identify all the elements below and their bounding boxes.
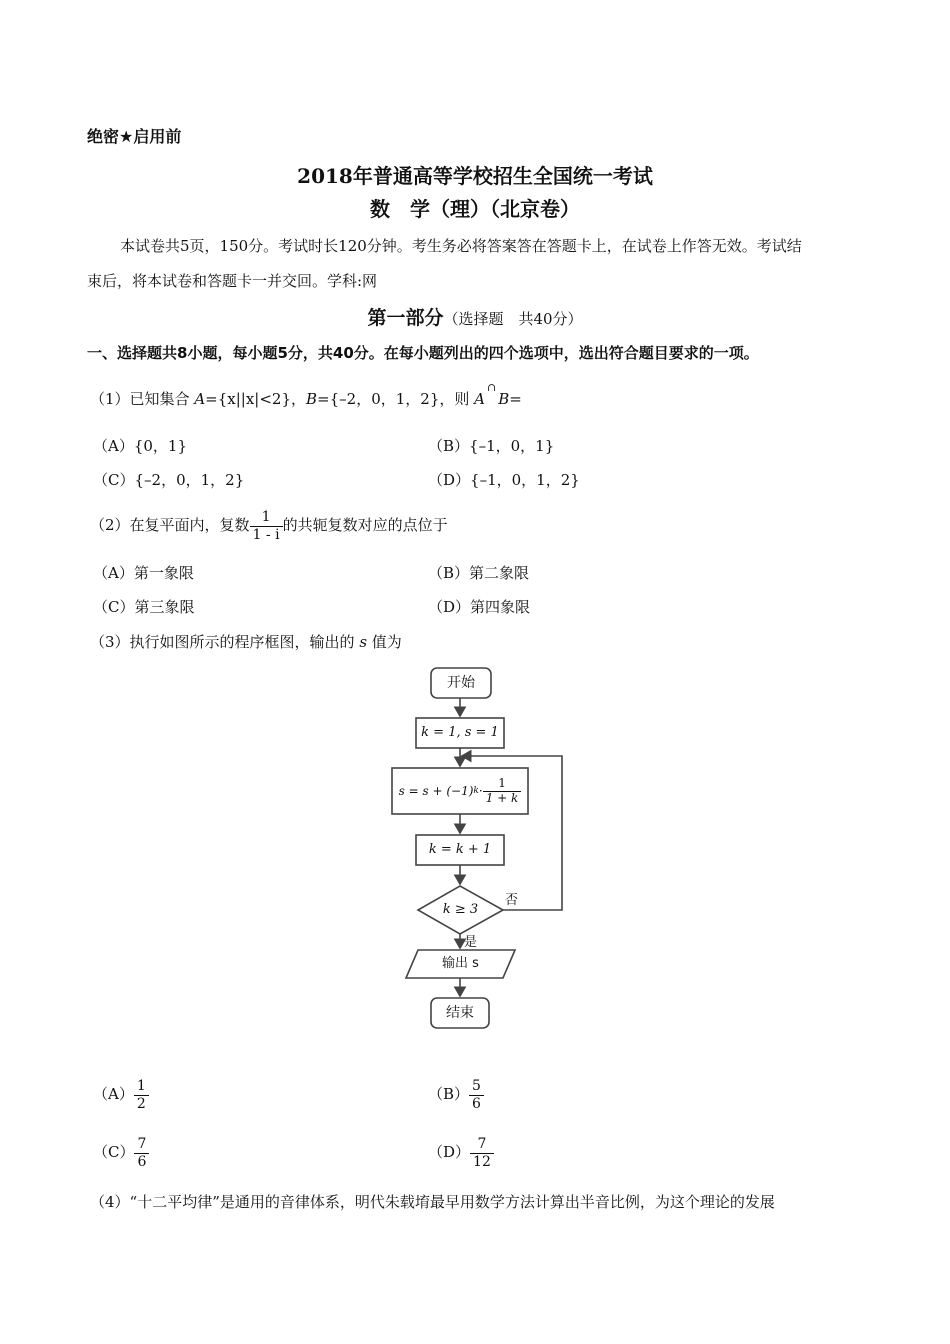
flow-update-frac — [483, 777, 522, 806]
q2-frac-num: 1 — [250, 509, 283, 526]
intro-line-2: 束后，将本试卷和答题卡一并交回。学科:网 — [87, 272, 378, 290]
q3-option-a-frac — [134, 1078, 149, 1111]
q1-lead: （1）已知集合 — [90, 390, 195, 408]
end-box — [431, 998, 489, 1028]
q4-stem: （4）“十二平均律”是通用的音律体系，明代朱载堉最早用数学方法计算出半音比例，为这个理论的发展 — [90, 1193, 775, 1211]
exam-title: 2018年普通高等学校招生全国统一考试 — [297, 164, 653, 188]
flow-update — [392, 768, 528, 814]
part1-note: （选择题 共40分） — [443, 310, 583, 328]
q2-stem — [90, 502, 448, 548]
init-box — [416, 718, 504, 748]
q3-stem — [90, 631, 402, 652]
q3-a-den: 2 — [136, 1095, 146, 1112]
q3-a-num: 1 — [134, 1078, 149, 1095]
q1-set-b-name: B — [306, 390, 318, 408]
q3-option-c-frac — [134, 1136, 149, 1169]
q3-var: s — [359, 633, 368, 651]
q3-option-c-label: （C） — [93, 1143, 135, 1161]
q3-option-a[interactable] — [93, 1072, 149, 1116]
q3-option-c[interactable] — [93, 1130, 149, 1174]
q2-tail: 的共轭复数对应的点位于 — [282, 516, 448, 534]
flow-update-num: 1 — [483, 777, 522, 792]
q2-fraction — [250, 509, 283, 542]
q2-option-d[interactable]: （D）第四象限 — [428, 598, 531, 616]
q1-a: A — [474, 390, 485, 408]
q3-b-den: 6 — [472, 1095, 481, 1112]
part1-instruction: 一、选择题共8小题，每小题5分，共40分。在每小题列出的四个选项中，选出符合题目要求的一项。 — [87, 344, 759, 362]
intro-line-1: 本试卷共5页，150分。考试时长120分钟。考生务必将答案答在答题卡上，在试卷上作答无效。考试结 — [120, 237, 802, 255]
part1-heading — [0, 303, 950, 330]
q3-option-b-frac — [469, 1078, 484, 1111]
q3-b-num: 5 — [469, 1078, 484, 1095]
q2-option-c[interactable]: （C）第三象限 — [93, 598, 195, 616]
q1-b: B — [498, 390, 510, 408]
flow-increment: k = k + 1 — [428, 842, 492, 857]
q1-option-d[interactable]: （D）{–1，0，1，2} — [428, 471, 580, 489]
q3-option-d-frac — [470, 1136, 494, 1169]
flow-start: 开始 — [447, 675, 475, 691]
q1-option-c[interactable]: （C）{–2，0，1，2} — [93, 471, 245, 489]
q1-set-a-name: A — [194, 390, 206, 408]
q3-c-den: 6 — [137, 1153, 147, 1170]
start-box — [431, 668, 491, 698]
condition-diamond — [418, 886, 503, 934]
secret-label: 绝密★启用前 — [87, 127, 182, 146]
part1-title: 第一部分 — [367, 307, 444, 329]
q3-d-den: 12 — [473, 1153, 491, 1170]
flow-yes-label: 是 — [464, 935, 478, 950]
q3-option-b[interactable] — [428, 1072, 484, 1116]
q1-stem — [90, 381, 522, 409]
q3-tail: 值为 — [367, 633, 402, 651]
q3-c-num: 7 — [134, 1136, 149, 1153]
q3-option-d[interactable] — [428, 1130, 494, 1174]
q1-option-a[interactable]: （A）{0，1} — [93, 437, 188, 455]
flow-update-prefix: s = s + (−1) — [398, 784, 474, 798]
intersection-symbol: ∩ — [487, 381, 497, 394]
flow-no-label: 否 — [505, 893, 519, 908]
flow-condition: k ≥ 3 — [442, 902, 479, 917]
q2-frac-den: 1 - i — [252, 526, 280, 543]
q3-option-d-label: （D） — [428, 1143, 471, 1161]
flow-output: 输出 s — [442, 956, 479, 971]
flow-init: k = 1, s = 1 — [421, 725, 499, 740]
q2-lead: （2）在复平面内，复数 — [90, 516, 250, 534]
output-parallelogram — [406, 950, 515, 978]
q2-option-a[interactable]: （A）第一象限 — [93, 564, 194, 582]
q1-set-a: ={x||x|<2}， — [205, 390, 307, 408]
q2-option-b[interactable]: （B）第二象限 — [428, 564, 530, 582]
q1-option-b[interactable]: （B）{–1，0，1} — [428, 437, 555, 455]
flow-update-exp: k — [473, 786, 479, 796]
q1-set-b: ={–2，0，1，2}，则 — [317, 390, 475, 408]
q3-d-num: 7 — [470, 1136, 494, 1153]
flow-update-den: 1 + k — [485, 790, 519, 805]
q3-lead: （3）执行如图所示的程序框图，输出的 — [90, 633, 360, 651]
flow-update-dot: · — [478, 784, 483, 798]
q3-option-b-label: （B） — [428, 1085, 470, 1103]
flow-end: 结束 — [446, 1005, 474, 1021]
q1-eq: = — [509, 390, 522, 408]
update-box — [392, 768, 528, 814]
q3-option-a-label: （A） — [93, 1085, 134, 1103]
increment-box — [416, 835, 504, 865]
exam-subject: 数 学（理）（北京卷） — [370, 197, 580, 221]
